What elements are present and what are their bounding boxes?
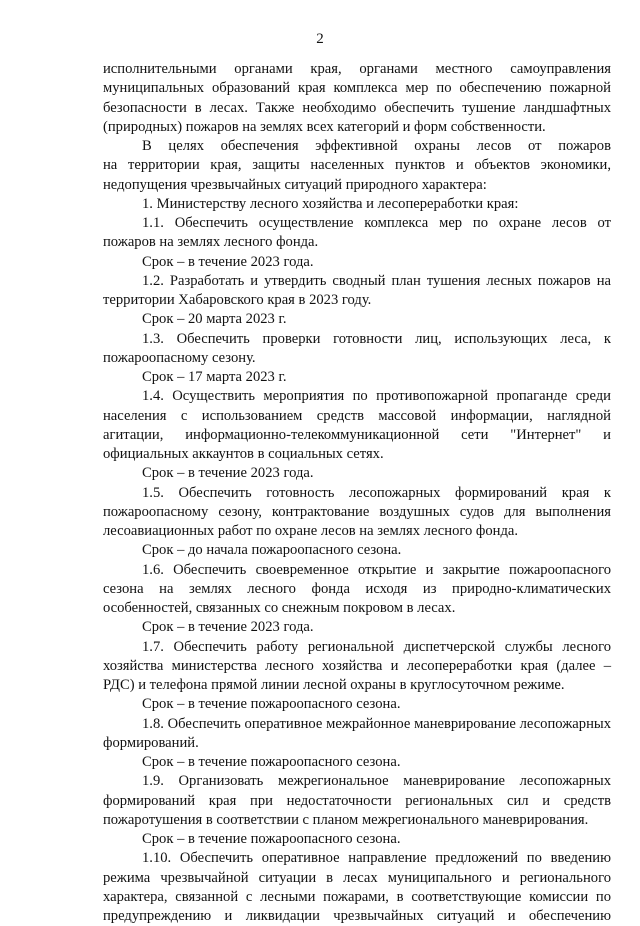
text-line: Срок – в течение пожароопасного сезона. [142, 831, 401, 847]
text-line: предупреждению и ликвидации чрезвычайных ситуаций и обеспечению [103, 908, 611, 924]
text-line: 1. Министерству лесного хозяйства и лесопереработки края: [142, 195, 519, 212]
text-line: (природных) пожаров на землях всех категорий и форм собственности. [103, 118, 546, 135]
text-line: Срок – в течение 2023 года. [142, 465, 314, 482]
text-line: 1.3. Обеспечить проверки готовности лиц, использующих леса, к [142, 330, 611, 347]
text-line: 1.10. Обеспечить оперативное направление предложений по введению [142, 850, 611, 867]
text-line: пожароопасному сезону. [103, 349, 256, 366]
text-line: 1.7. Обеспечить работу региональной диспетчерской службы лесного [142, 638, 611, 655]
text-line: 1.8. Обеспечить оперативное межрайонное маневрирование лесопожарных [142, 715, 611, 732]
text-line: Срок – в течение 2023 года. [142, 619, 314, 636]
text-line: 1.1. Обеспечить осуществление комплекса мер по охране лесов от [142, 215, 611, 231]
page-number: 2 [316, 31, 324, 47]
text-line: формирований. [103, 734, 199, 751]
text-line: пожаротушения в соответствии с планом межрегионального маневрирования. [103, 811, 589, 828]
text-line: характера, связанной с лесными пожарами, в соответствующие комиссии по [103, 888, 611, 905]
text-line: официальных аккаунтов в социальных сетях. [103, 446, 384, 462]
text-line: безопасности в лесах. Также необходимо обеспечить тушение ландшафтных [103, 99, 611, 116]
text-line: исполнительными органами края, органами местного самоуправления [103, 61, 611, 77]
text-line: пожаров на землях лесного фонда. [103, 234, 319, 251]
text-line: Срок – 20 марта 2023 г. [142, 311, 287, 328]
text-line: Срок – в течение пожароопасного сезона. [142, 696, 401, 713]
text-line: 1.4. Осуществить мероприятия по противопожарной пропаганде среди [142, 388, 611, 405]
text-line: формирований края при недостаточности региональных сил и средств [103, 792, 611, 809]
text-line: пожароопасному сезону, контрактование воздушных судов для выполнения [103, 503, 611, 520]
text-line: РДС) и телефона прямой линии лесной охраны в круглосуточном режиме. [103, 677, 565, 693]
text-line: хозяйства министерства лесного хозяйства и лесопереработки края (далее – [103, 657, 611, 674]
text-line: на территории края, защиты населенных пунктов и объектов экономики, [103, 157, 611, 174]
text-line: Срок – в течение 2023 года. [142, 253, 314, 270]
text-line: агитации, информационно-телекоммуникационной сети "Интернет" и [103, 426, 611, 443]
text-line: 1.5. Обеспечить готовность лесопожарных формирований края к [142, 484, 611, 501]
text-line: В целях обеспечения эффективной охраны лесов от пожаров [142, 138, 611, 154]
text-line: сезона на землях лесного фонда исходя из природно-климатических [103, 580, 611, 597]
text-line: 1.9. Организовать межрегиональное маневрирование лесопожарных [142, 773, 611, 790]
text-line: населения с использованием средств массовой информации, наглядной [103, 407, 611, 424]
text-line: Срок – в течение пожароопасного сезона. [142, 754, 401, 770]
text-line: Срок – до начала пожароопасного сезона. [142, 542, 402, 559]
text-line: недопущения чрезвычайных ситуаций природного характера: [103, 176, 487, 193]
text-line: 1.6. Обеспечить своевременное открытие и закрытие пожароопасного [142, 561, 611, 578]
text-line: территории Хабаровского края в 2023 году. [103, 292, 372, 308]
document-body [103, 60, 611, 926]
text-line: муниципальных образований края комплекса мер по обеспечению пожарной [103, 80, 611, 97]
text-line: 1.2. Разработать и утвердить сводный план тушения лесных пожаров на [142, 272, 611, 289]
text-line: лесоавиационных работ по охране лесов на землях лесного фонда. [103, 523, 519, 539]
text-line: Срок – 17 марта 2023 г. [142, 369, 287, 385]
text-line: режима чрезвычайной ситуации в лесах муниципального и регионального [103, 869, 611, 886]
text-line: особенностей, связанных со снежным покровом в лесах. [103, 600, 456, 616]
